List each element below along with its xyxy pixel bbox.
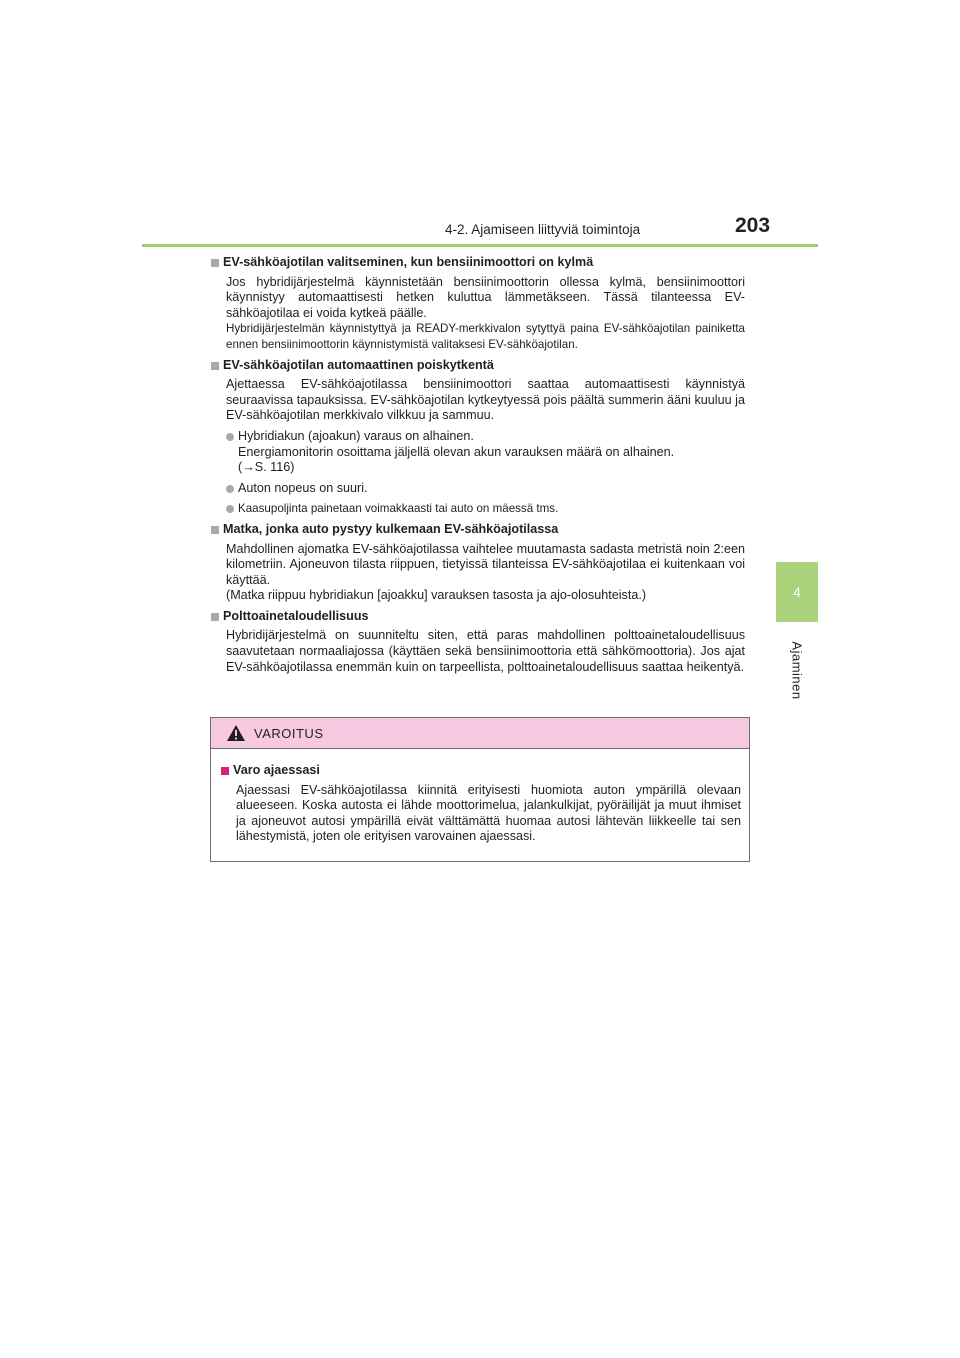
paragraph: Hybridijärjestelmä on suunniteltu siten, että paras mahdollinen polttoainetaloudellisuus saavutetaan normaaliajossa (käyttäen sekä bensiinimoottoria että sähkömoottoria). Jos ajat EV-sähköajotilassa enemmän kuin on tarpeellista, polttoainetaloudellisuus saattaa heikentyä. <box>226 628 745 674</box>
section-fuel-economy <box>211 609 745 675</box>
paragraph: Hybridijärjestelmän käynnistyttyä ja READY-merkkivalon sytyttyä paina EV-sähköajotilan painiketta ennen bensiinimoottorin käynnistymistä valitaksesi EV-sähköajotilan. <box>226 322 745 351</box>
page-number: 203 <box>735 214 771 237</box>
list-item <box>226 501 745 517</box>
section-heading <box>211 358 745 374</box>
section-heading-text: EV-sähköajotilan valitseminen, kun bensiinimoottori on kylmä <box>223 255 594 269</box>
section-ev-cold-engine <box>211 255 745 353</box>
section-heading <box>211 522 745 538</box>
warning-header <box>211 718 749 749</box>
chapter-label: Ajaminen <box>789 641 805 700</box>
paragraph: Mahdollinen ajomatka EV-sähköajotilassa vaihtelee muutamasta sadasta metristä noin 2:een kilometriin. Ajoneuvon tilasta riippuen, tietyissä tilanteissa EV-sähköajotilaa ei kuitenkaan voi käyttää. <box>226 541 745 587</box>
list-item-text: Hybridiakun (ajoakun) varaus on alhainen. <box>238 428 474 443</box>
section-heading-text: EV-sähköajotilan automaattinen poiskytkentä <box>223 357 494 372</box>
paragraph: (Matka riippuu hybridiakun [ajoakku] varauksen tasosta ja ajo-olosuhteista.) <box>226 588 647 603</box>
header-divider <box>142 244 818 247</box>
warning-triangle-icon <box>226 724 246 742</box>
list-item-text: Kaasupoljinta painetaan voimakkaasti tai auto on mäessä tms. <box>238 502 559 516</box>
round-bullet-icon <box>226 485 234 493</box>
page-reference: (→S. 116) <box>238 460 295 475</box>
section-heading-text: Matka, jonka auto pystyy kulkemaan EV-sähköajotilassa <box>223 521 559 536</box>
warning-heading <box>221 763 741 779</box>
square-bullet-icon <box>211 259 219 267</box>
section-heading <box>211 255 745 271</box>
list-item-text: Energiamonitorin osoittama jäljellä olevan akun varauksen määrä on alhainen. <box>238 444 675 459</box>
warning-text: Ajaessasi EV-sähköajotilassa kiinnitä erityisesti huomiota auton ympärillä olevaan alueeseen. Koska autosta ei lähde moottorimelua, jalankulkijat, pyöräilijät ja muut ihmiset ja ajoneuvot autosi ympärillä eivät välttämättä huomaa autosi lähtevän liikkeelle tai sen lähestymistä, joten ole erityisen varovainen ajaessasi. <box>236 782 741 844</box>
paragraph: Ajettaessa EV-sähköajotilassa bensiinimoottori saattaa automaattisesti käynnistyä seuraavissa tapauksissa. EV-sähköajotilan kytkeytyessä pois päältä summerin ääni kuuluu ja EV-sähköajotilan merkkivalo vilkkuu ja sammuu. <box>226 377 745 423</box>
section-heading-text: Polttoainetaloudellisuus <box>223 608 369 623</box>
list-item <box>226 481 745 497</box>
section-heading <box>211 609 745 625</box>
warning-heading-text: Varo ajaessasi <box>233 763 320 777</box>
chapter-number: 4 <box>793 584 801 600</box>
list-item <box>226 429 745 476</box>
square-bullet-icon <box>221 767 229 775</box>
section-ev-distance <box>211 522 745 604</box>
square-bullet-icon <box>211 613 219 621</box>
warning-title: VAROITUS <box>254 725 324 741</box>
section-ev-auto-cancel <box>211 358 745 517</box>
round-bullet-icon <box>226 505 234 513</box>
square-bullet-icon <box>211 526 219 534</box>
round-bullet-icon <box>226 433 234 441</box>
warning-body <box>211 749 749 845</box>
paragraph: Jos hybridijärjestelmä käynnistetään bensiinimoottorin ollessa kylmä, bensiinimoottori käynnistyy automaattisesti hetken kuluttua lämmetäkseen. Tässä tilanteessa EV-sähköajotilaa ei voida kytkeä päälle. <box>226 274 745 320</box>
warning-box <box>210 717 750 862</box>
square-bullet-icon <box>211 362 219 370</box>
list-item-text: Auton nopeus on suuri. <box>238 480 368 495</box>
main-content <box>211 255 745 680</box>
chapter-tab <box>776 562 818 622</box>
header-section-title: 4-2. Ajamiseen liittyviä toimintoja <box>445 222 641 237</box>
